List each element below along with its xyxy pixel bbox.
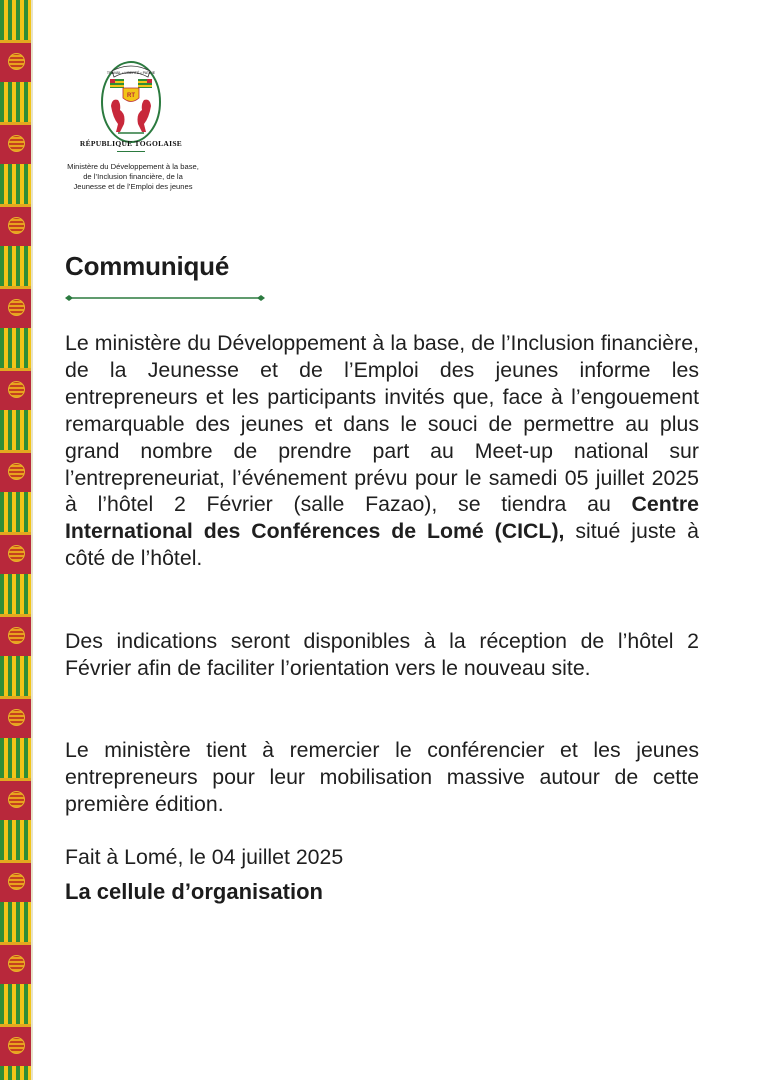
border-medallion (0, 204, 31, 246)
border-stripe (0, 574, 31, 614)
ministry-name (48, 162, 218, 192)
ministry-line: Ministère du Développement à la base, (67, 162, 199, 171)
border-stripe (0, 820, 31, 860)
title-divider (65, 293, 265, 303)
border-stripe (0, 902, 31, 942)
border-medallion (0, 860, 31, 902)
border-medallion (0, 368, 31, 410)
border-medallion (0, 614, 31, 656)
coat-of-arms-emblem (98, 58, 164, 150)
body-paragraph-1 (65, 330, 699, 572)
emblem-initials: RT (127, 93, 135, 99)
border-stripe (0, 164, 31, 204)
ministry-line: de l’Inclusion financière, de la (83, 172, 183, 181)
decorative-border (0, 0, 31, 1080)
place-and-date: Fait à Lomé, le 04 juillet 2025 (65, 845, 344, 869)
ministry-line: Jeunesse et de l’Emploi des jeunes (73, 182, 193, 191)
border-medallion (0, 286, 31, 328)
border-medallion (0, 122, 31, 164)
border-stripe (0, 328, 31, 368)
border-medallion (0, 942, 31, 984)
border-edge (31, 0, 33, 1080)
border-stripe (0, 410, 31, 450)
paragraph-text: Le ministère du Développement à la base, de l’Inclusion financière, de la Jeunesse et de l’Emploi des jeunes informe les entrepreneurs et les participants invités que, face à l’engouement remarquable des jeunes et dans le souci de permettre au plus grand nombre de prendre part au Meet-up national sur l’entrepreneuriat, l’événement prévu pour le samedi 05 juillet 2025 à l’hôtel 2 Février (salle Fazao), se tiendra au (65, 331, 699, 517)
body-paragraph-3: Le ministère tient à remercier le conférencier et les jeunes entrepreneurs pour leur mobilisation massive autour de cette première édition. (65, 738, 699, 816)
border-medallion (0, 450, 31, 492)
border-medallion (0, 696, 31, 738)
signature: La cellule d’organisation (65, 879, 323, 904)
border-stripe (0, 738, 31, 778)
body-paragraph-2: Des indications seront disponibles à la réception de l’hôtel 2 Février afin de faciliter l’orientation vers le nouveau site. (65, 629, 699, 680)
border-stripe (0, 1066, 31, 1080)
border-stripe (0, 984, 31, 1024)
border-stripe (0, 0, 31, 40)
border-stripe (0, 656, 31, 696)
border-stripe (0, 492, 31, 532)
page-title: Communiqué (65, 251, 230, 281)
border-medallion (0, 1024, 31, 1066)
venue-name: Centre International des Conférences de Lomé (CICL), (65, 492, 699, 544)
paragraph-text: situé juste à côté de l’hôtel. (65, 519, 699, 571)
republic-divider (117, 151, 145, 152)
border-medallion (0, 778, 31, 820)
border-stripe (0, 246, 31, 286)
border-stripe (0, 82, 31, 122)
border-medallion (0, 40, 31, 82)
emblem-motto: TRAVAIL • LIBERTÉ • PATRIE (106, 71, 156, 75)
border-medallion (0, 532, 31, 574)
republic-label: RÉPUBLIQUE TOGOLAISE (79, 139, 183, 148)
